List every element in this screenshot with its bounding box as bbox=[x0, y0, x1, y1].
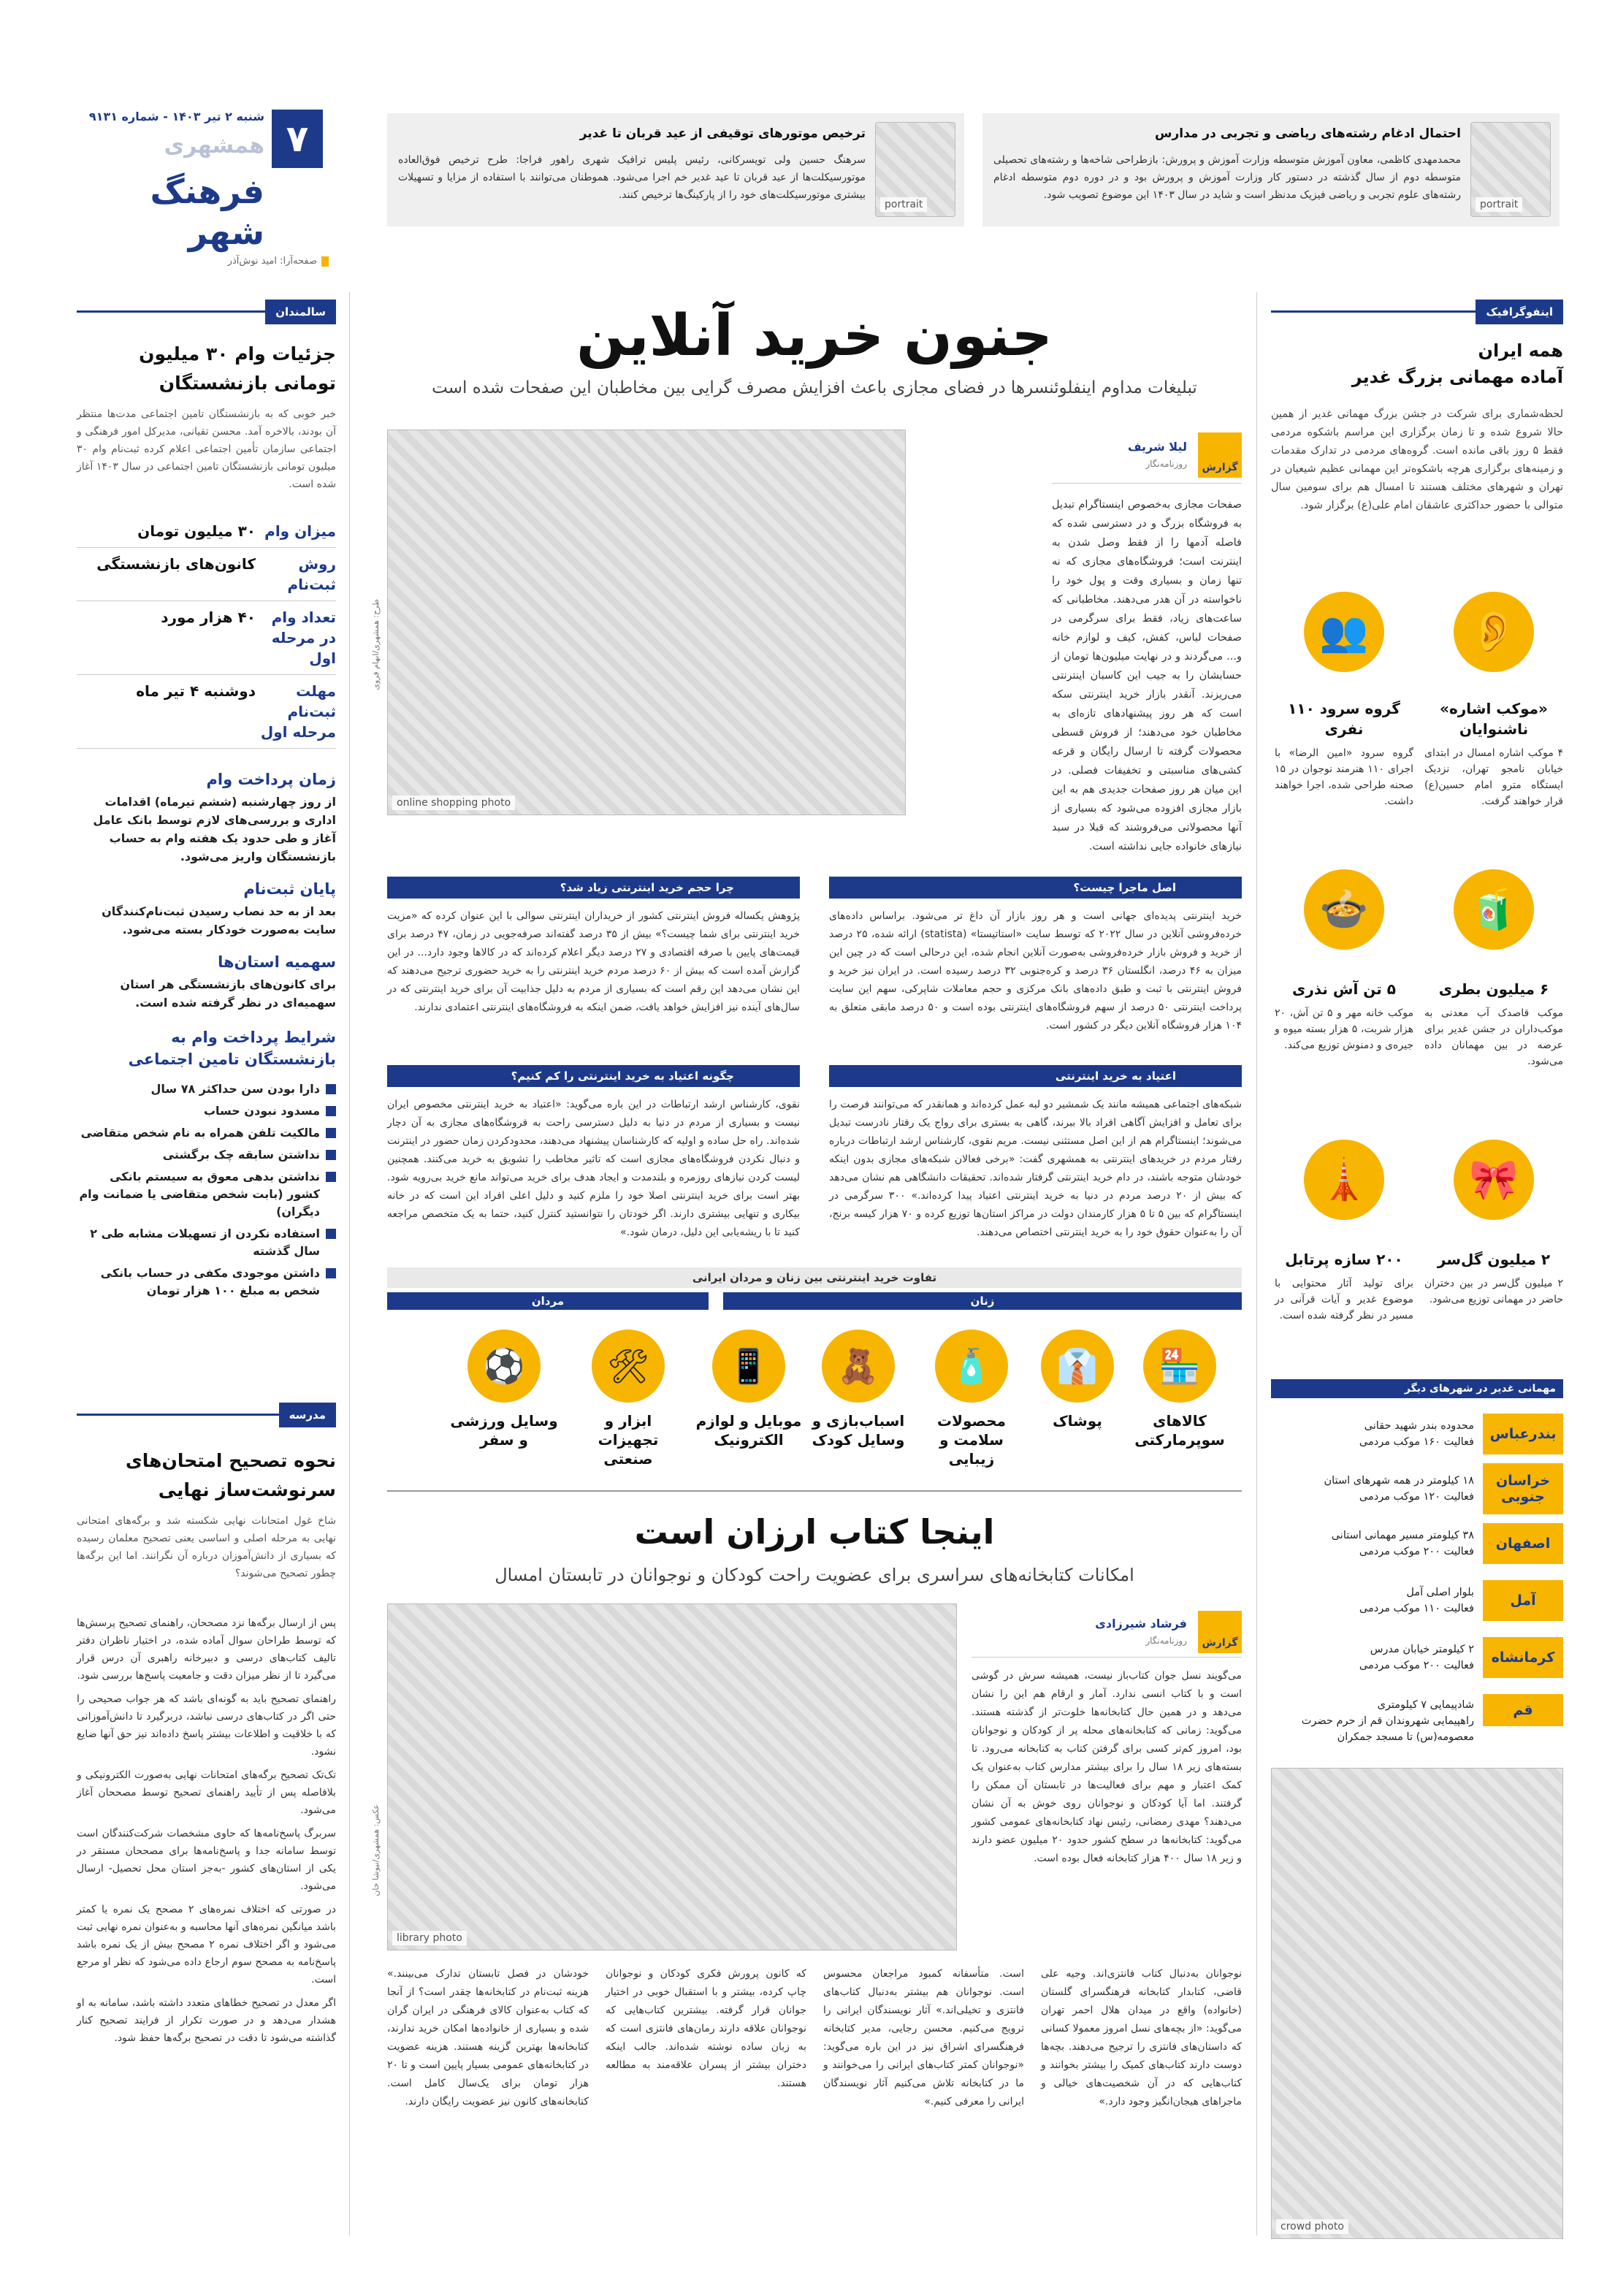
loan-key: میزان وام bbox=[264, 522, 336, 540]
city-row bbox=[1271, 1637, 1563, 1678]
left-tag-1: سالمندان bbox=[265, 300, 336, 324]
right-intro: لحظه‌شماری برای شرکت در جشن بزرگ مهمانی غدیر از همین حالا شروع شده و تا زمان برگزاری این مراسم باشکوه مردمی فقط ۵ روز باقی مانده است. گروه‌های مردمی در تدارک مقدمات و زمینه‌های برگزاری هرچه باشکوه‌تر این مهمانی عظیم شیعیان در تهران و شهرهای مختلف هستند تا امسال هم برای سومین سال متوالی با حضور حداکثری عاشقان امام علی(ع) برگزار شود. bbox=[1271, 408, 1564, 511]
box-2 bbox=[387, 877, 800, 1017]
stat-card bbox=[1275, 869, 1413, 1053]
category-label: محصولات سلامت و زیبایی bbox=[936, 1412, 1007, 1468]
city-row bbox=[1271, 1523, 1563, 1564]
box-3 bbox=[829, 1065, 1242, 1242]
city-name: کرمانشاه bbox=[1483, 1637, 1563, 1678]
section-body: بعد از به حد نصاب رسیدن ثبت‌نام‌کنندگان سایت به‌صورت خودکار بسته می‌شود. bbox=[102, 904, 336, 937]
category-label: ابزار و تجهیزات صنعتی bbox=[598, 1412, 659, 1468]
category-label: وسایل ورزشی و سفر bbox=[450, 1412, 558, 1449]
box-4-body: نقوی، کارشناس ارشد ارتباطات در این باره می‌گوید: «اعتیاد به خرید اینترنتی مخصوص ایران نیست و بسیاری از مردم در دنیا به دلیل دسترسی راحت به فروشگاه‌های مجازی به آن دچار شده‌اند. راه حل ساده و اولیه که کارشناسان پیشنهاد می‌دهند، محدودکردن زمان حضور در اینترنت و دنبال نکردن فروشگاه‌های مجازی است که تاثیر مخاطب را تشویق به خرید می‌کنند. همچنین لیست کردن نیازهای روزمره و بلندمدت و ایجاد هدف برای خرید می‌تواند مانع خرید بی‌رویه شود. بهتر است برای خرید اینترنتی اصلا خود را ملزم کنید و دلیل اعلی افراد این است که در خانه بیکاری و تنهایی بیشتری دارند. اگر خودتان را نتوانستید کنترل کنید، حتما به یک متخصص مراجعه کنید تا با ریشه‌یابی این دلیل، درمان شود.» bbox=[387, 1099, 800, 1238]
city-desc: بلوار اصلی آمل فعالیت ۱۱۰ موکب مردمی bbox=[1359, 1587, 1474, 1614]
loan-value: ۳۰ میلیون تومان bbox=[137, 522, 256, 540]
city-name: آمل bbox=[1483, 1580, 1563, 1621]
stat-card bbox=[1275, 1140, 1413, 1324]
second-headline: اینجا کتاب ارزان است bbox=[634, 1512, 995, 1552]
photo-credit: طرح: همشهری/ابهام فروی bbox=[371, 599, 381, 690]
left-intro-1: خبر خوبی که به بازنشستگان تامین اجتماعی مدت‌ها منتظر آن بودند، بالاخره آمد. محسن تقیانی، مدیرکل امور فرهنگی و اجتماعی سازمان تأمین اجتماعی اعلام کرده ثبت‌نام وام ۳۰ میلیون تومانی بازنشستگان تامین اجتماعی در سال ۱۴۰۳ آغاز شده است. bbox=[77, 408, 336, 490]
city-desc: ۱۸ کیلومتر در همه شهرهای استان فعالیت ۱۲۰ موکب مردمی bbox=[1324, 1475, 1474, 1503]
left-column bbox=[77, 300, 336, 2257]
library-photo: library photo bbox=[387, 1603, 957, 1950]
loan-value: دوشنبه ۴ تیر ماه bbox=[136, 682, 256, 700]
section-body: از روز چهارشنبه (ششم تیرماه) اقدامات اداری و بررسی‌های لازم توسط بانک عامل آغاز و طی حدود یک هفته وام به حساب بازنشستگان واریز می‌شود. bbox=[93, 795, 336, 863]
category-tools bbox=[573, 1330, 683, 1468]
conditions-list bbox=[77, 1080, 336, 1300]
category-beauty bbox=[917, 1330, 1026, 1468]
section-title: پایان ثبت‌نام bbox=[243, 880, 336, 898]
store-icon: 🏪 bbox=[1143, 1330, 1216, 1403]
left-title-2: نحوه تصحیح امتحان‌های سرنوشت‌ساز نهایی bbox=[125, 1450, 336, 1500]
soup-bowl-icon: 🍲 bbox=[1304, 869, 1384, 950]
condition-item: مالکیت تلفن همراه به نام شخص متقاضی bbox=[77, 1124, 336, 1142]
stat-text: موکب خانه مهر و ۵ تن آش، ۲۰ هزار شربت، ۵ هزار بسته میوه و جیره‌ی و دمنوش توزیع می‌کند. bbox=[1275, 1007, 1413, 1051]
main-subhead: تبلیغات مداوم اینفلوئنسرها در فضای مجازی باعث افزایش مصرف گرایی بین مخاطبان این صفحات شده است bbox=[432, 378, 1197, 397]
stat-label: ۶ میلیون بطری bbox=[1438, 980, 1549, 998]
second-columns bbox=[387, 1965, 1242, 2257]
teaser-1[interactable] bbox=[982, 113, 1560, 226]
box-4 bbox=[387, 1065, 800, 1242]
city-row bbox=[1271, 1414, 1563, 1454]
teaser-2[interactable] bbox=[387, 113, 964, 226]
box-1-body: خرید اینترنتی پدیده‌ای جهانی است و هر روز بازار آن داغ تر می‌شود. براساس داده‌های خرده‌فروشی آنلاین در سال ۲۰۲۲ که توسط سایت «استاتیستا» (statista) ارائه شده، ۲۵ درصد از خرید و فروش بازار خرده‌فروشی به‌صورت آنلاین انجام شده، این درحالی است که در چین این میزان به ۴۶ درصد، انگلستان ۳۶ درصد و کره‌جنوبی ۳۲ درصد رسیده است. در ایران نیز خرید و فروش اینترنتی با ثبت و طبق داده‌های بانک مرکزی و حجم معاملات شاپرکی، سهم این سایت پرداخت اینترنتی ۵۰ درصد از سهم فروشگاه‌های اینترنتی بوده است و ۵۰ درصد مابقی متعلق به ۱۰۴ هزار فروشگاه آنلاین دیگر در کشور است. bbox=[829, 910, 1243, 1031]
right-title-1: همه ایران bbox=[1478, 340, 1563, 361]
city-row bbox=[1271, 1694, 1563, 1752]
box-2-body: پژوهش یکساله فروش اینترنتی کشور از خریداران اینترنتی سوالی با این عنوان کرده که «مزیت خرید اینترنتی برای شما چیست؟» بیش از ۳۵ درصد گفته‌اند صرفه‌جویی در زمان، ۴۷ درصد برای قیمت‌های پایین با صرفه اقتصادی و ۲۷ درصد دیگر اعلام کرده‌اند که در کالاها وجود دارد... در این گزارش آمده است که بیش از ۶۰ درصد مردم خرید اینترنتی را به خرید حضوری ترجیح می‌دهند که این نشان می‌دهد این رقم است که بسیاری از مردم به دلیل جذابیت آن برای خرید اینترنتی که در سال‌های آینده نیز افزایش خواهد یافت، ضمن اینکه به فروشگاه‌های اینترنتی اعتمادی ندارند. bbox=[387, 910, 800, 1013]
loan-value: کانون‌های بازنشستگی bbox=[96, 555, 256, 573]
category-label: پوشاک bbox=[1053, 1412, 1102, 1430]
category-sports bbox=[449, 1330, 559, 1449]
mobile-icon: 📱 bbox=[712, 1330, 785, 1403]
category-supermarket bbox=[1125, 1330, 1234, 1449]
condition-item: داشتن موجودی مکفی در حساب بانکی شخص به مبلغ ۱۰۰ هزار تومان bbox=[77, 1265, 336, 1300]
gender-infographic bbox=[387, 1267, 1242, 1494]
masthead bbox=[67, 110, 323, 252]
author-role: روزنامه‌نگار bbox=[1145, 1636, 1187, 1646]
second-story bbox=[371, 1498, 1242, 2265]
second-col-2: است. متأسفانه کمبود مراجعان محسوس است. نوجوانان هم بیشتر به‌دنبال کتاب‌های فانتزی و تخیلی‌اند.» آثار نویسندگان ایرانی را ترویج می‌کنیم. محسن رجایی، مدیر کتابخانه فرهنگسرای اشراق نیز در این باره می‌گوید: «نوجوانان کمتر کتاب‌های ایرانی را می‌خوانند و ما در کتابخانه تلاش می‌کنیم آثار نویسندگان ایرانی را معرفی کنیم.» bbox=[823, 1968, 1024, 2108]
category-electronics bbox=[694, 1330, 804, 1449]
author-role: روزنامه‌نگار bbox=[1145, 459, 1187, 469]
infographic-tag: اینفوگرافیک bbox=[1476, 300, 1563, 324]
cities-title: مهمانی غدیر در شهرهای دیگر bbox=[1271, 1379, 1563, 1398]
loan-value: ۴۰ هزار مورد bbox=[161, 609, 256, 626]
teaser-1-title: احتمال ادغام رشته‌های ریاضی و تجربی در مدارس bbox=[1155, 126, 1461, 141]
teaser-1-body: محمدمهدی کاظمی، معاون آموزش متوسطه وزارت آموزش و پرورش: بازطراحی شاخه‌ها و رشته‌های تحصیلی متوسطه دوم از سال گذشته در دستور کار وزارت آموزش و پرورش بود و در دوره دوم متوسطه ادغام رشته‌های علوم تجربی و ریاضی فیزیک مدنظر است و شاید در سال ۱۴۰۳ این موضوع تصویب شود. bbox=[993, 154, 1461, 201]
box-1-title: اصل ماجرا چیست؟ bbox=[829, 877, 1242, 899]
box-3-title: اعتیاد به خرید اینترنتی bbox=[829, 1065, 1242, 1087]
loan-row bbox=[77, 675, 336, 749]
loan-row bbox=[77, 601, 336, 675]
city-desc: محدوده بندر شهید حقانی فعالیت ۱۶۰ موکب مردمی bbox=[1359, 1420, 1474, 1448]
yellow-marker-icon bbox=[321, 256, 329, 267]
tools-icon: 🛠 bbox=[592, 1330, 665, 1403]
choir-icon: 👥 bbox=[1304, 592, 1384, 672]
section-title: سهمیه استان‌ها bbox=[218, 953, 336, 971]
loan-key: تعداد وام در مرحله اول bbox=[271, 609, 336, 667]
loan-table bbox=[77, 515, 336, 749]
second-col-4: خودشان در فصل تابستان تدارک می‌بینند.» هزینه ثبت‌نام در کتابخانه‌ها چقدر است؟ از آنجا که کتاب به‌عنوان کالای فرهنگی در ایران گران شده و بسیاری از خانواده‌ها امکان خرید ندارند، کتابخانه‌ها بهترین گزینه هستند. هزینه عضویت در کتابخانه‌های عمومی بسیار پایین است و تا ۲۰ هزار تومان برای یک‌سال کامل است. کتابخانه‌های کانون نیز عضویت رایگان دارند. bbox=[387, 1968, 589, 2108]
section-body: برای کانون‌های بازنشستگی هر استان سهمیه‌ای در نظر گرفته شده است. bbox=[120, 977, 336, 1010]
stat-label: ۲ میلیون گل‌سر bbox=[1437, 1251, 1551, 1268]
box-3-body: شبکه‌های اجتماعی همیشه مانند یک شمشیر دو لبه عمل کرده‌اند و همانقدر که می‌توانند فرصت را برای تعامل و افزایش آگاهی افراد بالا ببرند، گاهی به بستری برای رواج یک رفتار نادرست تبدیل می‌شوند؛ اینستاگرام هم از این اصل مستثنی نیست. مریم نقوی، کارشناس ارشد ارتباطات درباره رفتار مردم در خریدهای اینترنتی به همشهری گفت: «برخی فعالان شبکه‌های مجازی بدون اینکه خودشان متوجه باشند، در دام خرید اینترنتی گرفتار شده‌اند. تحقیقات دانشگاهی هم نشان می‌دهد که بیش از ۲۰ درصد مردم در دنیا به خرید اینترنتی اعتیاد پیدا کرده‌اند.» ۳۰۰ سرگرمی در اینستاگرام که بین ۵ تا ۵ هزار کارمندان دولت در مراکز استان‌ها توزیع کرده و ۷۰ هزار کیسه برنج، آن را به‌عنوان حقوق خود را به خرید اینترنتی اختصاص می‌دهند. bbox=[829, 1099, 1242, 1238]
stat-text: برای تولید آثار محتوایی با موضوع غدیر و آیات قرآنی در مسیر در نظر گرفته شده است. bbox=[1275, 1278, 1413, 1321]
condition-item: استفاده نکردن از تسهیلات مشابه طی ۲ سال گذشته bbox=[77, 1225, 336, 1260]
teddy-bear-icon: 🧸 bbox=[822, 1330, 895, 1403]
stat-text: گروه سرود «امین الرضا» با اجرای ۱۱۰ هنرمند نوجوان در ۱۵ صحنه طراحی شده، اجرا خواهند داشت. bbox=[1275, 747, 1413, 807]
city-desc: شادپیمایی ۷ کیلومتری راهپیمایی شهروندان قم از حرم حضرت معصومه(س) تا مسجد جمکران bbox=[1301, 1699, 1474, 1743]
men-header: مردان bbox=[387, 1292, 709, 1310]
teaser-2-body: سرهنگ حسین ولی تویسرکانی، رئیس پلیس ترافیک شهری راهور فراجا: طرح ترخیص فوق‌العاده موتورسیکلت‌ها از عید قربان تا عید غدیر خم اجرا می‌شود. هموطنان می‌توانند با استفاده از مزایا و تسهیلات بیشتری موتورسیکلت‌های خود را از پارکینگ‌ها ترخیص کنند. bbox=[398, 154, 866, 201]
women-header: زنان bbox=[723, 1292, 1242, 1310]
stat-label: «موکب اشاره» ناشنوایان bbox=[1440, 700, 1548, 738]
stat-text: ۴ موکب اشاره امسال در ابتدای خیابان نامجو تهران، نزدیک ایستگاه مترو امام حسین(ع) قرار خواهند گرفت. bbox=[1424, 747, 1563, 807]
body-paragraph: در صورتی که اختلاف نمره‌های ۲ مصحح یک نمره یا کمتر باشد میانگین نمره‌های آنها محاسبه و به‌عنوان نمره نهایی ثبت می‌شود و اگر اختلاف نمره ۲ مصحح بیش از یک نمره باشد پاسخ‌نامه به مصحح سوم ارجاع داده می‌شود که نظر او مرجع است. bbox=[77, 1904, 336, 1986]
condition-item: دارا بودن سن حداکثر ۷۸ سال bbox=[77, 1080, 336, 1098]
body-paragraph: سربرگ پاسخ‌نامه‌ها که حاوی مشخصات شرکت‌کنندگان است توسط سامانه جدا و پاسخ‌نامه‌ها برای مصححان مستقر در یکی از استان‌های کشور -به‌جز استان محل تحصیل- ارسال می‌شود. bbox=[77, 1828, 336, 1892]
right-title-2: آماده مهمانی بزرگ غدیر bbox=[1351, 367, 1563, 387]
second-byline bbox=[972, 1611, 1242, 1658]
section-logo: فرهنگ شهر bbox=[150, 172, 264, 252]
right-column bbox=[1271, 300, 1563, 2257]
city-desc: ۳۸ کیلومتر مسیر مهمانی استانی فعالیت ۲۰۰ موکب مردمی bbox=[1331, 1530, 1474, 1557]
issue-date: شنبه ۲ تیر ۱۴۰۳ - شماره ۹۱۳۱ bbox=[88, 110, 264, 123]
box-4-title: چگونه اعتیاد به خرید اینترنتی را کم کنیم؟ bbox=[387, 1065, 800, 1087]
category-clothing bbox=[1023, 1330, 1132, 1430]
main-headline: جنون خرید آنلاین bbox=[576, 303, 1053, 369]
sports-icon: ⚽ bbox=[467, 1330, 541, 1403]
stat-text: ۲ میلیون گل‌سر در بین دختران حاضر در مهمانی توزیع می‌شود. bbox=[1424, 1278, 1563, 1305]
author-name: لیلا شریف bbox=[1127, 440, 1187, 454]
byline bbox=[1052, 432, 1242, 484]
stat-card bbox=[1424, 869, 1563, 1069]
publication-logo: همشهری bbox=[164, 133, 264, 159]
cities-list bbox=[1271, 1414, 1563, 1760]
city-name: خراسان جنوبی bbox=[1483, 1463, 1563, 1514]
condition-item: نداشتن بدهی معوق به سیستم بانکی کشور (بابت شخص متقاضی یا ضمانت وام دیگران) bbox=[77, 1168, 336, 1221]
stat-label: ۲۰۰ سازه پرتابل bbox=[1285, 1251, 1403, 1268]
stat-label: گروه سرود ۱۱۰ نفری bbox=[1288, 700, 1400, 738]
city-row bbox=[1271, 1463, 1563, 1514]
page-designer: صفحه‌آرا: امید نوش‌آذر bbox=[183, 256, 329, 267]
condition-item: نداشتن سابقه چک برگشتی bbox=[77, 1146, 336, 1164]
box-2-title: چرا حجم خرید اینترنتی زیاد شد؟ bbox=[387, 877, 800, 899]
city-name: قم bbox=[1483, 1694, 1563, 1726]
category-toys bbox=[804, 1330, 913, 1449]
bottle-icon: 🧃 bbox=[1454, 869, 1534, 950]
category-label: اسباب‌بازی و وسایل کودک bbox=[812, 1412, 905, 1449]
category-label: کالاهای سوپرمارکتی bbox=[1134, 1412, 1225, 1449]
teaser-2-title: ترخیص موتورهای توقیفی از عید قربان تا غدیر bbox=[579, 126, 866, 141]
report-tag: گزارش bbox=[1198, 1611, 1242, 1653]
divider-right bbox=[1256, 292, 1257, 2235]
laptop-shopping-photo: online shopping photo bbox=[387, 430, 906, 815]
loan-key: روش ثبت‌نام bbox=[287, 555, 336, 593]
main-story bbox=[371, 292, 1243, 1498]
city-name: اصفهان bbox=[1483, 1523, 1563, 1564]
report-tag: گزارش bbox=[1198, 432, 1242, 478]
hair-clip-icon: 🎀 bbox=[1454, 1140, 1534, 1220]
second-lead: می‌گویند نسل جوان کتاب‌باز نیست، همیشه سرش در گوشی است و با کتاب انسی ندارد. آمار و ارقام هم این را نشان می‌دهد و در همین حال کتابخانه‌ها خلوت‌تر از گذشته هستند. می‌گوید: زمانی که کتابخانه‌های محله پر از کودکان و نوجوانان بود، امروز کم‌تر کسی برای گرفتن کتاب به کتابخانه می‌رود. تا بسته‌های زیر ۱۸ سال را برای بیشتر مدارس کتاب به‌عنوان یک کمک اعتبار و مهم برای فعالیت‌ها در تابستان آن ممکن را گرفتند. اما آیا کودکان و نوجوانان روی خوش به آن نشان می‌دهند؟ مهدی رمضانی، رئیس نهاد کتابخانه‌های عمومی کشور می‌گوید: کتابخانه‌ها در سطح کشور حدود ۲۰ میلیون عضو دارند و زیر ۱۸ سال ۴۰۰ هزار کتابخانه فعال بوده است. bbox=[972, 1670, 1242, 1864]
stat-text: موکب قاصدک آب معدنی به موکب‌داران در جشن غدیر برای عرضه در بین مهمانان داده می‌شود. bbox=[1424, 1007, 1563, 1067]
box-1 bbox=[829, 877, 1242, 1035]
left-sections bbox=[77, 771, 336, 1304]
body-paragraph: تک‌تک تصحیح برگه‌های امتحانات نهایی به‌صورت الکترونیکی و بلافاصله پس از تأیید راهنمای تصحیح توسط مصححان آغاز می‌شود. bbox=[77, 1769, 336, 1816]
loan-row bbox=[77, 515, 336, 548]
city-name: بندرعباس bbox=[1483, 1414, 1563, 1454]
teaser-1-photo: portrait bbox=[1470, 122, 1551, 217]
divider-left bbox=[349, 292, 350, 2235]
loan-row bbox=[77, 548, 336, 601]
section-title: شرایط پرداخت وام به بازنشستگان تامین اجتماعی bbox=[128, 1029, 336, 1068]
body-paragraph: پس از ارسال برگه‌ها نزد مصححان، راهنمای تصحیح پرسش‌ها که توسط طراحان سوال آماده شده، در اختیار ناظران دفتر تالیف کتاب‌های درسی و دبیرخانه راهبری آن درس قرار می‌گیرد تا از نظر میزان دقت و جامعیت پاسخ‌ها بررسی شود. bbox=[77, 1617, 336, 1682]
section-title: زمان پرداخت وام bbox=[206, 771, 336, 788]
city-row bbox=[1271, 1580, 1563, 1621]
stat-card bbox=[1424, 1140, 1563, 1308]
body-paragraph: اگر معدل در تصحیح خطاهای متعدد داشته باشد، سامانه به او هشدار می‌دهد و در صورت تکرار از فرایند تصحیح کنار گذاشته می‌شود تا دقت در تصحیح برگه‌ها حفظ شود. bbox=[77, 1997, 336, 2044]
second-col-3: که کانون پرورش فکری کودکان و نوجوانان چاپ کرده، بیشتر و با استقبال خوبی در اختیار جوانان قرار گرفته. بیشترین کتاب‌هایی که نوجوانان علاقه دارند رمان‌های فانتزی است که به زبان ساده نوشته شده‌اند. جالب اینکه دختران بیشتر از پسران علاقه‌مند به مطالعه هستند. bbox=[606, 1968, 806, 2089]
left-title-1: جزئیات وام ۳۰ میلیون تومانی بازنشستگان bbox=[139, 343, 336, 394]
condition-item: مسدود نبودن حساب bbox=[77, 1102, 336, 1120]
shirt-icon: 👔 bbox=[1041, 1330, 1114, 1403]
infographic-title: تفاوت خرید اینترنتی بین زنان و مردان ایرانی bbox=[387, 1267, 1242, 1288]
cosmetics-icon: 🧴 bbox=[935, 1330, 1008, 1403]
left-tag-2: مدرسه bbox=[279, 1403, 336, 1427]
second-subhead: امکانات کتابخانه‌های سراسری برای عضویت راحت کودکان و نوجوانان در تابستان امسال bbox=[495, 1565, 1134, 1585]
left-intro-2: شاخ غول امتحانات نهایی شکسته شد و برگه‌های امتحانی نهایی به مرحله اصلی و اساسی یعنی تصحیح معلمان رسیده که بسیاری از دانش‌آموزان درباره آن نگرانند. اما این برگه‌ها چطور تصحیح می‌شوند؟ bbox=[77, 1515, 336, 1579]
tower-icon: 🗼 bbox=[1304, 1140, 1384, 1220]
stat-card bbox=[1424, 592, 1563, 809]
section-separator bbox=[387, 1490, 1242, 1492]
stat-label: ۵ تن آش نذری bbox=[1292, 980, 1396, 998]
loan-key: مهلت ثبت‌نام مرحله اول bbox=[260, 682, 336, 741]
crowd-photo: crowd photo bbox=[1271, 1768, 1563, 2239]
author-name: فرشاد شیرزادی bbox=[1095, 1617, 1187, 1631]
page-number-badge: ۷ bbox=[272, 110, 323, 168]
deaf-ear-icon: 👂 bbox=[1454, 592, 1534, 672]
body-paragraph: راهنمای تصحیح باید به گونه‌ای باشد که هر جواب صحیحی را حتی اگر در کتاب‌های درسی نباشد، دربرگیرد تا دانش‌آموزانی که با خلاقیت و اطلاعات بیشتر پاسخ داده‌اند نیز حق آنها ضایع نشود. bbox=[77, 1693, 336, 1758]
stat-card bbox=[1275, 592, 1413, 809]
city-desc: ۲ کیلومتر خیابان مدرس فعالیت ۲۰۰ موکب مردمی bbox=[1359, 1644, 1474, 1671]
main-lead: صفحات مجازی به‌خصوص اینستاگرام تبدیل به فروشگاه بزرگ و در دسترسی شده که فاصله آدمها را از فقط وصل شدن به اینترنت است؛ فروشگاه‌های مجازی که نه تنها زمان و بسیاری وقت و پول خود را ناخواسته در آن هدر می‌دهند. مخاطبانی که ساعت‌های زیاد، فقط برای سرگرمی در صفحات لباس، کفش، کیف و لوازم خانه و... می‌گردند و در نهایت میلیون‌ها تومان از حسابشان را به جیب این کاسبان اینترنتی می‌ریزند. آنقدر بازار خرید اینترنتی سکه است که هر روز پیشنهادهای تازه‌ای به مخاطبان خود می‌دهند؛ از فروش قسطی محصولات گرفته تا ارسال رایگان و قرعه کشی‌های مناسبتی و تخفیفات فصلی. در این میان هر روز صفحات جدیدی هم به این بازار مجازی افزوده می‌شود که بسیاری از آنها محصولاتی می‌فروشند که قبلا در سبد نیازهای خانواده جایی نداشته است. bbox=[1052, 499, 1242, 853]
category-label: موبایل و لوازم الکترونیک bbox=[695, 1412, 802, 1449]
teaser-2-photo: portrait bbox=[875, 122, 955, 217]
library-photo-credit: عکس: همشهری/نیوشا خان bbox=[371, 1804, 381, 1896]
left-body-2 bbox=[77, 1614, 336, 2053]
second-col-1: نوجوانان به‌دنبال کتاب فانتزی‌اند. وجیه علی قاضی، کتابدار کتابخانه فرهنگسرای گلستان (خانواده) واقع در میدان هلال احمر تهران می‌گوید: «از بچه‌های نسل امروز معمولا کسانی که داستان‌های فانتزی را ترجیح می‌دهند. بچه‌ها دوست دارند کتاب‌های کمیک را بیشتر بخوانند و کتاب‌هایی که در آن شخصیت‌های خیالی و ماجراهای هیجان‌انگیز وجود دارد.» bbox=[1041, 1968, 1242, 2108]
